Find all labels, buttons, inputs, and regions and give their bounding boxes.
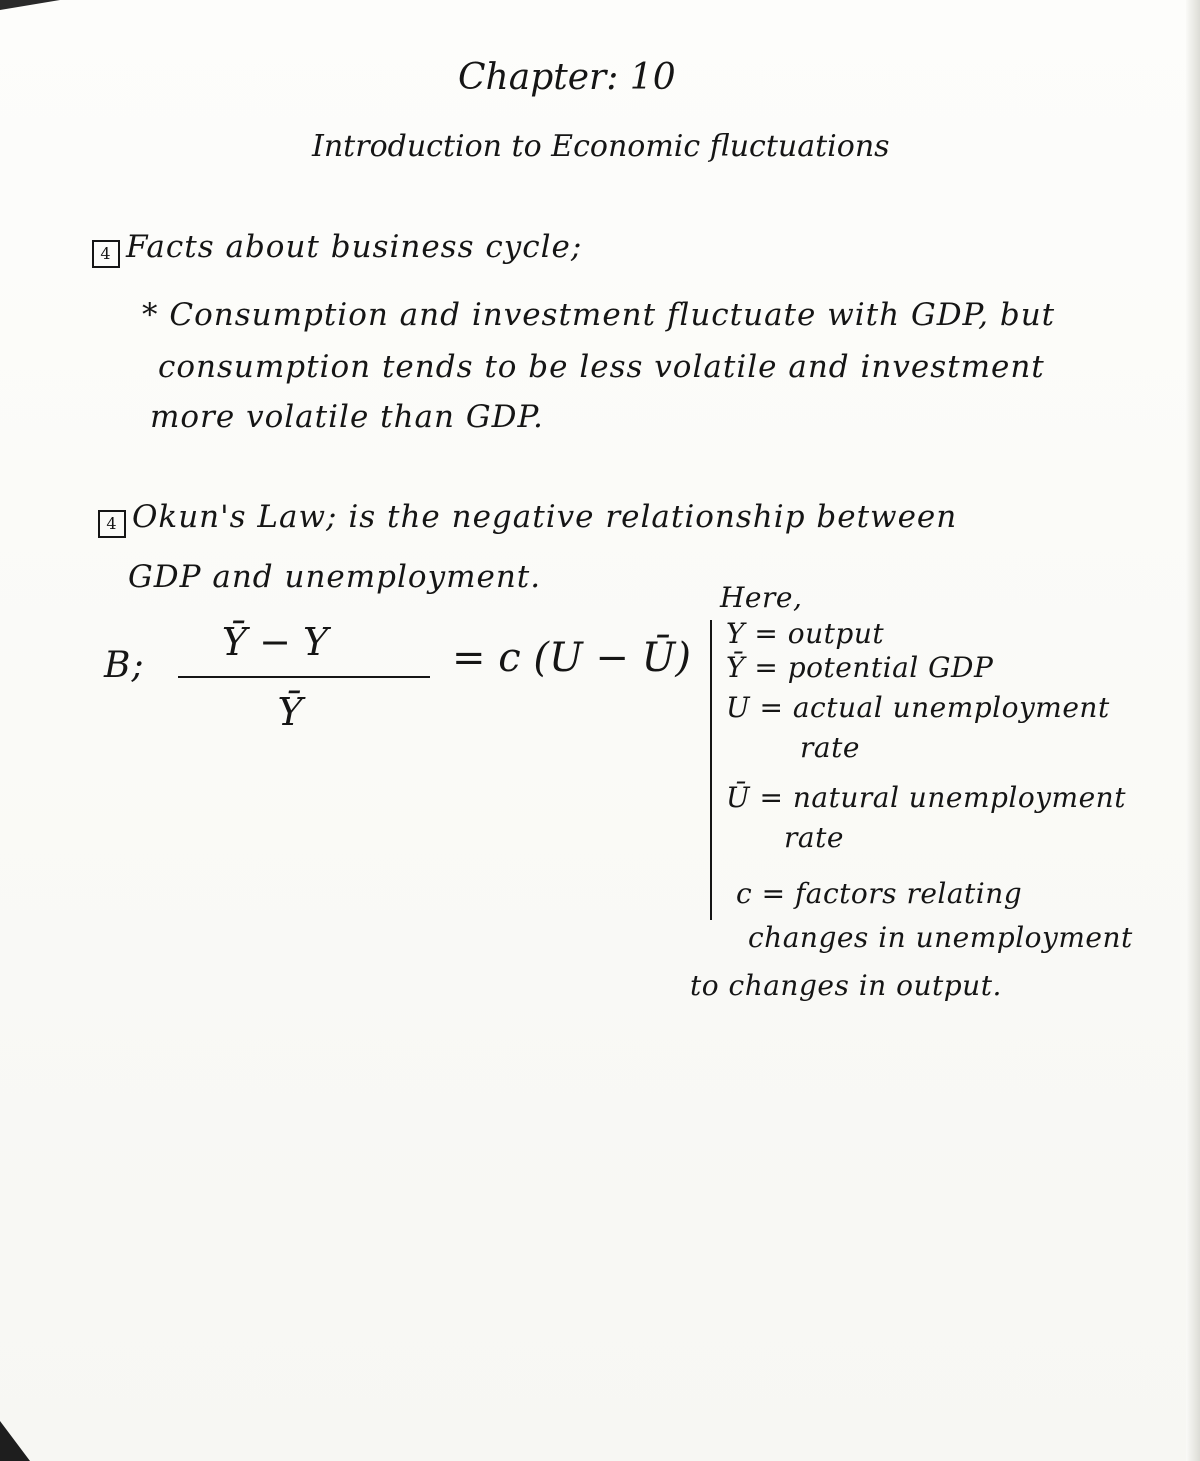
- fraction-bar: [178, 676, 430, 678]
- legend-item: Y = output: [726, 617, 885, 650]
- legend-item: c = factors relating: [736, 877, 1023, 910]
- section2-heading-row: [98, 499, 958, 538]
- formula-denominator: Ȳ: [277, 690, 303, 734]
- formula-rhs: = c (U − Ū): [452, 635, 691, 681]
- legend-divider: [710, 620, 712, 920]
- section1-heading-row: [92, 229, 583, 268]
- legend-item: Ȳ = potential GDP: [726, 651, 994, 684]
- section1-heading: Facts about business cycle;: [126, 229, 583, 265]
- chapter-subtitle: Introduction to Economic fluctuations: [312, 129, 890, 164]
- legend-title: Here,: [720, 581, 803, 614]
- legend-item: changes in unemployment: [748, 921, 1133, 954]
- legend-item: to changes in output.: [690, 969, 1002, 1002]
- chapter-title: Chapter: 10: [458, 57, 676, 98]
- page-edge: [1186, 0, 1200, 1461]
- legend-item: U = actual unemployment: [726, 691, 1110, 724]
- formula-numerator: Ȳ − Y: [221, 620, 329, 664]
- section1-line: more volatile than GDP.: [150, 399, 544, 435]
- section1-marker: 4: [92, 240, 120, 268]
- section1-line: consumption tends to be less volatile and investment: [158, 349, 1045, 385]
- section2-marker: 4: [98, 510, 126, 538]
- section2-heading: Okun's Law; is the negative relationship between: [132, 499, 958, 535]
- formula-prefix: B;: [104, 645, 145, 686]
- legend-item: rate: [784, 821, 844, 854]
- page-corner-shadow: [0, 0, 60, 10]
- legend-item: rate: [800, 731, 860, 764]
- legend-item: Ū = natural unemployment: [726, 781, 1126, 814]
- page-corner-shadow: [0, 1421, 30, 1461]
- section1-line: * Consumption and investment fluctuate with GDP, but: [142, 297, 1056, 333]
- section2-heading-cont: GDP and unemployment.: [128, 559, 542, 595]
